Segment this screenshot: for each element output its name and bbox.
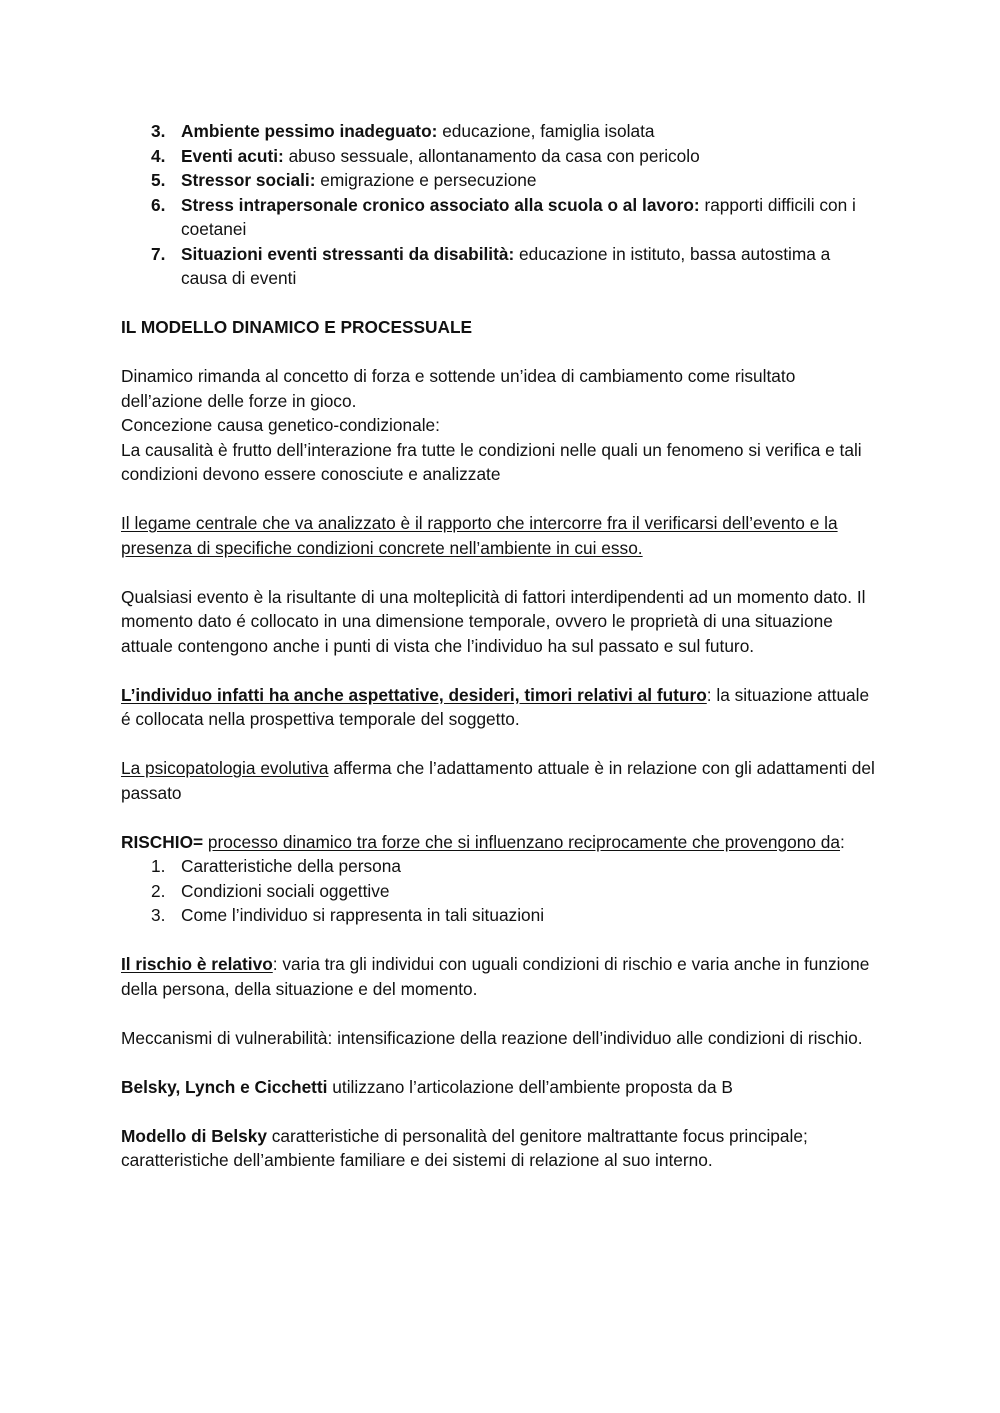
underlined-text: La psicopatologia evolutiva	[121, 758, 329, 778]
list-number: 3.	[151, 905, 166, 925]
bold-term: Modello di Belsky	[121, 1125, 267, 1146]
paragraph-text: : la situazione attuale é collocata nella prospettiva temporale del soggetto.	[121, 684, 870, 729]
paragraph-individuo	[121, 683, 881, 732]
list-number: 5.	[151, 170, 166, 190]
paragraph-text: : varia tra gli individui con uguali condizioni di rischio e varia anche in funzione della persona, della situazione e del momento.	[121, 954, 870, 999]
list-item-text: educazione in istituto, bassa autostima a causa di eventi	[181, 243, 831, 288]
list-item-term: Stress intrapersonale cronico associato alla scuola o al lavoro:	[181, 194, 700, 215]
paragraph-line: Dinamico rimanda al concetto di forza e sottende un’idea di cambiamento come risultato dell’azione delle forze in gioco.	[121, 366, 796, 411]
section-title: IL MODELLO DINAMICO E PROCESSUALE	[121, 317, 473, 337]
list-number: 1.	[151, 856, 166, 876]
underlined-text: Il legame centrale che va analizzato è il rapporto che intercorre fra il verificarsi dell’evento e la presenza di specifiche condizioni concrete nell’ambiente in cui esso.	[121, 513, 838, 558]
risk-factors-list	[121, 854, 881, 928]
list-item	[121, 242, 881, 291]
bold-term: RISCHIO=	[121, 831, 204, 852]
paragraph-text: utilizzano l’articolazione dell’ambiente proposta da B	[327, 1076, 733, 1097]
list-item-term: Situazioni eventi stressanti da disabilità:	[181, 243, 515, 264]
bold-underlined-text: Il rischio è relativo	[121, 954, 273, 974]
paragraph-text: :	[840, 831, 845, 852]
list-item	[121, 144, 881, 169]
list-number: 6.	[151, 194, 166, 215]
paragraph-rischio-relativo	[121, 952, 881, 1001]
list-number: 2.	[151, 880, 166, 901]
paragraph-modello-belsky	[121, 1124, 881, 1173]
bold-underlined-text: L’individuo infatti ha anche aspettative, desideri, timori relativi al futuro	[121, 684, 707, 705]
list-item	[121, 119, 881, 144]
paragraph-evento: Qualsiasi evento è la risultante di una molteplicità di fattori interdipendenti ad un momento dato. Il momento dato é collocato in una dimensione temporale, ovvero le proprietà di una situazione attuale contengono anche i punti di vista che l’individuo ha sul passato e sul futuro.	[121, 586, 866, 656]
list-item-term: Eventi acuti:	[181, 145, 284, 166]
stressor-list	[121, 119, 881, 291]
list-number: 4.	[151, 145, 166, 166]
list-item-text: Condizioni sociali oggettive	[181, 880, 390, 901]
list-item-text: rapporti difficili con i coetanei	[181, 194, 856, 239]
paragraph-line: Concezione causa genetico-condizionale:	[121, 415, 440, 435]
paragraph-belsky-lynch	[121, 1075, 881, 1100]
paragraph-legame	[121, 511, 881, 560]
bold-term: Belsky, Lynch e Cicchetti	[121, 1076, 328, 1097]
paragraph-text: afferma che l’adattamento attuale è in relazione con gli adattamenti del passato	[121, 758, 875, 803]
list-item-text: abuso sessuale, allontanamento da casa con pericolo	[283, 145, 700, 166]
paragraph-text: caratteristiche di personalità del genitore maltrattante focus principale; caratteristiche dell’ambiente familiare e dei sistemi di relazione al suo interno.	[121, 1125, 808, 1170]
list-item-text: Come l’individuo si rappresenta in tali situazioni	[181, 905, 545, 925]
paragraph-dinamico	[121, 364, 881, 487]
list-item-text: emigrazione e persecuzione	[315, 170, 537, 190]
list-item	[121, 854, 881, 879]
document-body	[121, 119, 881, 1197]
list-number: 7.	[151, 243, 166, 264]
list-item-term: Stressor sociali:	[181, 170, 316, 190]
list-item-term: Ambiente pessimo inadeguato:	[181, 121, 438, 141]
paragraph-vulnerabilita: Meccanismi di vulnerabilità: intensificazione della reazione dell’individuo alle condizioni di rischio.	[121, 1027, 863, 1048]
list-number: 3.	[151, 121, 166, 141]
list-item-text: educazione, famiglia isolata	[437, 121, 655, 141]
list-item	[121, 879, 881, 904]
list-item-text: Caratteristiche della persona	[181, 856, 401, 876]
list-item	[121, 903, 881, 928]
paragraph-line: La causalità è frutto dell’interazione fra tutte le condizioni nelle quali un fenomeno si verifica e tali condizioni devono essere conosciute e analizzate	[121, 439, 862, 484]
paragraph-psicopatologia	[121, 756, 881, 805]
list-item	[121, 168, 881, 193]
underlined-text: processo dinamico tra forze che si influenzano reciprocamente che provengono da	[207, 831, 841, 852]
list-item	[121, 193, 881, 242]
paragraph-rischio	[121, 830, 881, 855]
